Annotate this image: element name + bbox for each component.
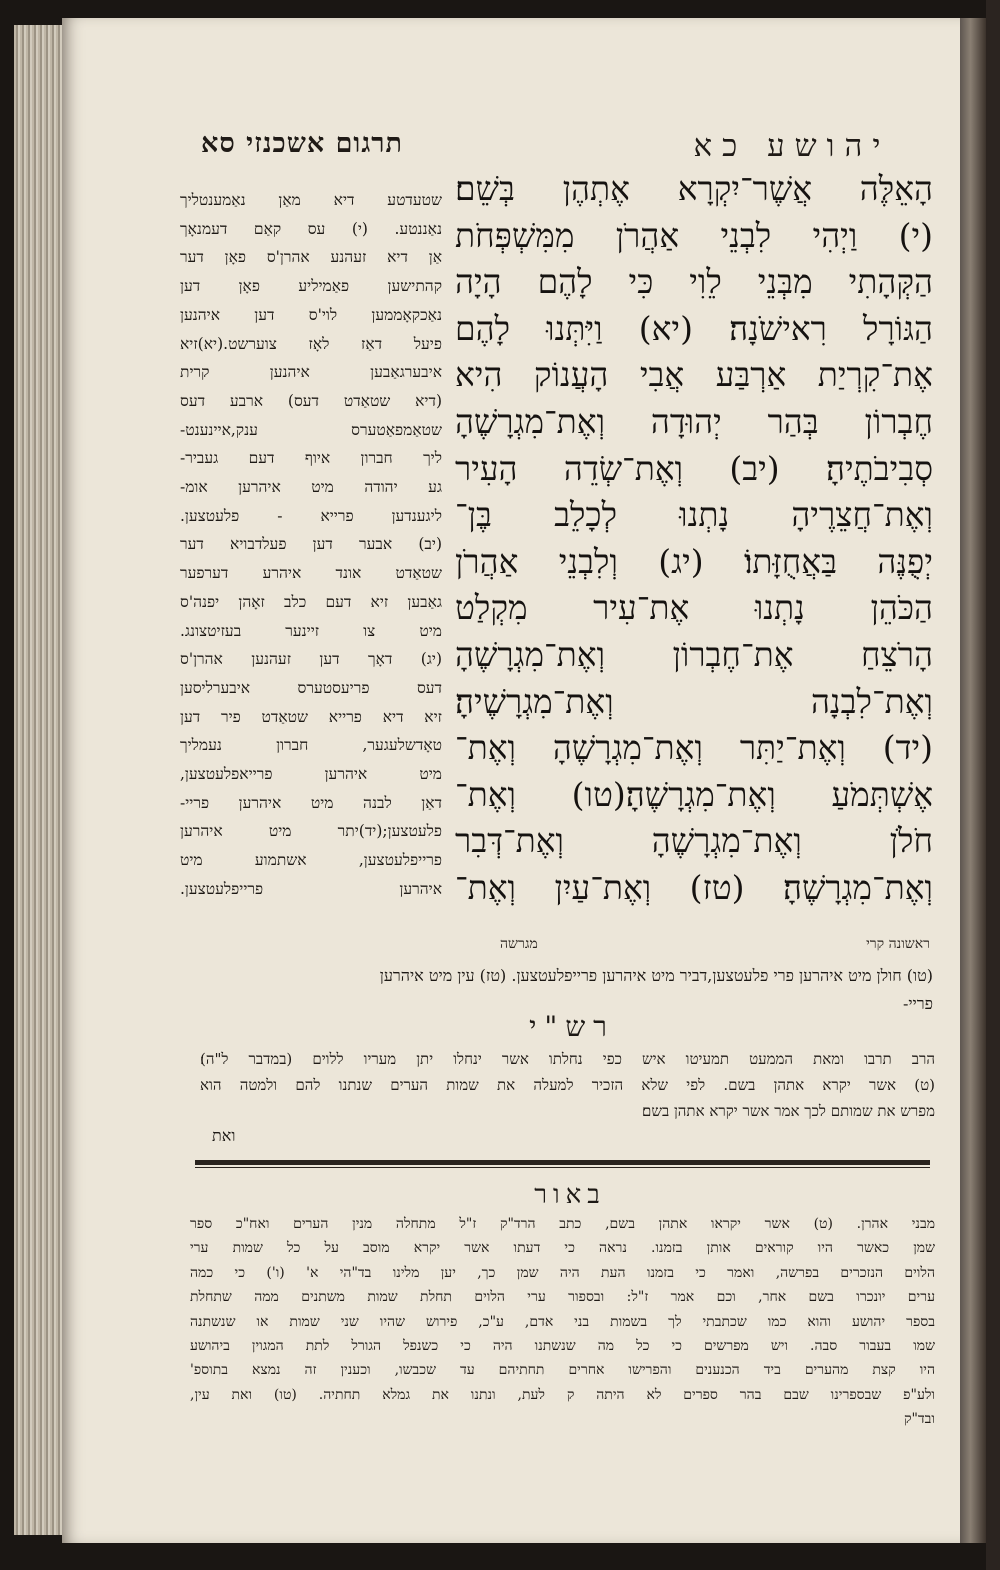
biur-heading: באור xyxy=(534,1180,606,1210)
yiddish-line: שטאַמפאַטערס ענק,איינענט- xyxy=(180,420,442,439)
hebrew-line: הַגּוֹרָל רִאישֹׁנָה׃ (יא) וַיִּתְּנוּ לָהֶם xyxy=(455,308,933,348)
yiddish-line: טאָדשלעגער, חברון נעמליך xyxy=(180,736,442,755)
keri-note-left: מגרשה xyxy=(500,936,538,952)
yiddish-line: (יג) דאָך דען זעהנען אהרן'ס xyxy=(180,650,442,669)
rashi-heading: רש"י xyxy=(529,1010,615,1043)
hebrew-line: (י) וַיְהִי לִבְנֵי אַהֲרֹן מִמִּשְׁפְּחֹת xyxy=(455,215,933,255)
biur-commentary xyxy=(190,1212,935,1432)
yiddish-line: ליגענדען פרייא - פלעטצען. xyxy=(180,506,442,525)
biur-line: שמו בעבור סבה. ויש מפרשים כי כל מה שנשתנו היה כי כשנפל הגורל לתת המגוין ביהושע xyxy=(190,1338,935,1355)
yiddish-line: מיט איהרען פרייאפלעטצען, xyxy=(180,765,442,784)
yiddish-line: אַן דיא זעהנע אהרן'ס פאָן דער xyxy=(180,248,442,267)
hebrew-line: וְאֶת־חֲצֵרֶיהָ נָתְנוּ לְכָלֵב בֶּן־ xyxy=(455,495,933,535)
hebrew-text-column xyxy=(455,166,933,944)
keri-note-right: ראשונה קרי xyxy=(866,936,930,952)
hebrew-line: יְפֻנֶּה בַּאֲחֻזָּתוֹ׃ (יג) וְלִבְנֵי אַהֲרֹן xyxy=(455,541,933,581)
yiddish-line: פרייפלעטצען, אשתמוע מיט xyxy=(180,851,442,870)
yiddish-line: פלעטצען;(יד)יתר מיט איהרען xyxy=(180,822,442,841)
yiddish-line: שטעדטע דיא מאַן נאַמענטליך xyxy=(180,191,442,209)
yiddish-line: גע יהודה מיט איהרען אומ- xyxy=(180,478,442,497)
hebrew-line: אֶת־קִרְיַת אַרְבַּע אֲבִי הָעֲנוֹק הִיא xyxy=(455,355,933,395)
yiddish-translation-column xyxy=(180,186,442,946)
yiddish-line: גאַבען זיא דעם כלב זאָהן יפנה'ס xyxy=(180,592,442,611)
yiddish-line: שטאַדט אונד איהרע דערפער xyxy=(180,564,442,583)
hebrew-line: הַכֹּהֵן נָתְנוּ אֶת־עִיר מִקְלַט xyxy=(455,588,933,628)
biur-line: הלוים הנזכרים בפרשה, ואמר כי בזמנו העת היה שמן כך, יען מלינו בד"הי א' (ו') כי כמה xyxy=(190,1264,935,1281)
biur-line: ערים יונכרו בשם אחר, וכם אמר ז"ל: ובספור ערי הלוים תחלת שמות משתנים ממה שתחלת xyxy=(190,1289,935,1306)
rashi-commentary xyxy=(200,1046,935,1124)
yiddish-line: פיעל דאַז לאָז צוערשט.(יא)זיא xyxy=(180,334,442,353)
hebrew-line: סְבִיבֹתֶיהָ׃ (יב) וְאֶת־שְׂדֵה הָעִיר xyxy=(455,448,933,488)
section-divider xyxy=(195,1160,930,1165)
hebrew-line: הָרֹצֵחַ אֶת־חֶבְרוֹן וְאֶת־מִגְרָשֶׁהָ xyxy=(455,634,933,674)
hebrew-line: הַקְּהָתִי מִבְּנֵי לֵוִי כִּי לָהֶם הָיָה xyxy=(455,262,933,302)
running-head-right: יהושע כא xyxy=(693,128,891,164)
biur-line: בספר יהושע והוא כמו שכתבתי לך בשמות בני אדם, ע"כ, פירוש שהיו שני שמות או שנשתנה xyxy=(190,1313,935,1330)
hebrew-line: אֶשְׁתְּמֹעַ וְאֶת־מִגְרָשֶׁהָ׃(טו) וְאֶת־ xyxy=(455,774,933,814)
keri-notes xyxy=(480,936,930,960)
yiddish-line: (יב) אבער דען פעלדבויא דער xyxy=(180,535,442,554)
catchword: ואת xyxy=(212,1126,236,1145)
biur-line: ובד"ק xyxy=(904,1411,935,1428)
biur-line: מבני אהרן. (ט) אשר יקראו אתהן בשם, כתב הרד"ק ז"ל מתחלה מנין הערים ואח"כ ספר xyxy=(190,1216,935,1232)
biur-line: שמן כאשר היו קוראים אותן בזמנו. נראה כי דעתו אשר יקרא מוסב על כל שמות ערי xyxy=(190,1240,935,1257)
yiddish-line: (דיא שטאַדט דעס) ארבע דעס xyxy=(180,391,442,410)
yiddish-line: דעס פריעסטערס איבערליסען xyxy=(180,678,442,697)
yiddish-line: קהתישען פאַמיליע פאָן דען xyxy=(180,277,442,296)
biur-line: ולע"פ שבספרינו שבם בהר ספרים לא היתה ק לעת, ונתנו את גמלא תחתיה. (טו) ואת עין, xyxy=(190,1386,935,1403)
section-divider-thin xyxy=(195,1167,930,1168)
page-edge-stack xyxy=(14,25,62,1535)
yiddish-line: איהרען פרייפלעטצען. xyxy=(180,879,442,898)
running-head-left: תרגום אשכנזי סא xyxy=(201,128,403,159)
yiddish-line: איבערגאַבען איהנען קרית xyxy=(180,363,442,382)
yiddish-line: נאַננטע. (י) עס קאַם דעמנאָך xyxy=(180,219,442,238)
yiddish-line: זיא דיא פרייא שטאַדט פיר דען xyxy=(180,707,442,726)
hebrew-line: וְאֶת־לִבְנָה וְאֶת־מִגְרָשֶׁיהָ׃ xyxy=(455,681,933,721)
hebrew-line: (יד) וְאֶת־יַתִּר וְאֶת־מִגְרָשֶׁהָ וְאֶת־ xyxy=(455,728,933,768)
rashi-line: הרב תרבו ומאת הממעט תמעיטו איש כפי נחלתו אשר ינחלו יתן מעריו ללוים (במדבר ל"ה)׃ xyxy=(200,1050,935,1068)
running-head xyxy=(172,128,932,168)
hebrew-line: וְאֶת־מִגְרָשֶׁהָ׃ (טז) וְאֶת־עַיִן וְאֶת־ xyxy=(455,867,933,907)
yiddish-line: דאַן לבנה מיט איהרען פריי- xyxy=(180,793,442,812)
rashi-line: (ט) אשר יקרא אתהן בשם. לפי שלא הזכיר למעלה את שמות הערים שנתנו להם ולמטה הוא xyxy=(200,1076,935,1094)
hebrew-line: חֶבְרוֹן בְּהַר יְהוּדָה וְאֶת־מִגְרָשֶׁהָ xyxy=(455,401,933,441)
hebrew-line: חֹלֹן וְאֶת־מִגְרָשֶׁהָ וְאֶת־דְּבִר xyxy=(455,821,933,861)
book-spine xyxy=(986,0,1000,1570)
yiddish-continuation-line: (טו) חולן מיט איהרען פרי פלעטצען,דביר מיט איהרען פרייפלעטצען. (טז) עין מיט איהרען xyxy=(379,966,933,985)
yiddish-continuation-line: פריי- xyxy=(902,994,933,1013)
facing-page-edge xyxy=(960,18,986,1543)
hebrew-line: הָאֵלֶּה אֲשֶׁר־יִקְרָא אֶתְהֶן בְּשֵׁם׃ xyxy=(455,169,933,208)
yiddish-line: נאַכקאָממען לוי'ס דען איהנען xyxy=(180,305,442,324)
yiddish-line: ליך חברון איוף דעם געביר- xyxy=(180,449,442,468)
biur-line: היו קצת מהערים ביד הכנענים והפרישו אחרים תחתיהם עד שכבשו, וכענין זה נמצא בתוספ' xyxy=(190,1362,935,1379)
rashi-line: מפרש את שמותם לכך אמר אשר יקרא אתהן בשם׃ xyxy=(642,1102,935,1120)
yiddish-line: מיט צו זיינער בעזיטצונג. xyxy=(180,621,442,640)
